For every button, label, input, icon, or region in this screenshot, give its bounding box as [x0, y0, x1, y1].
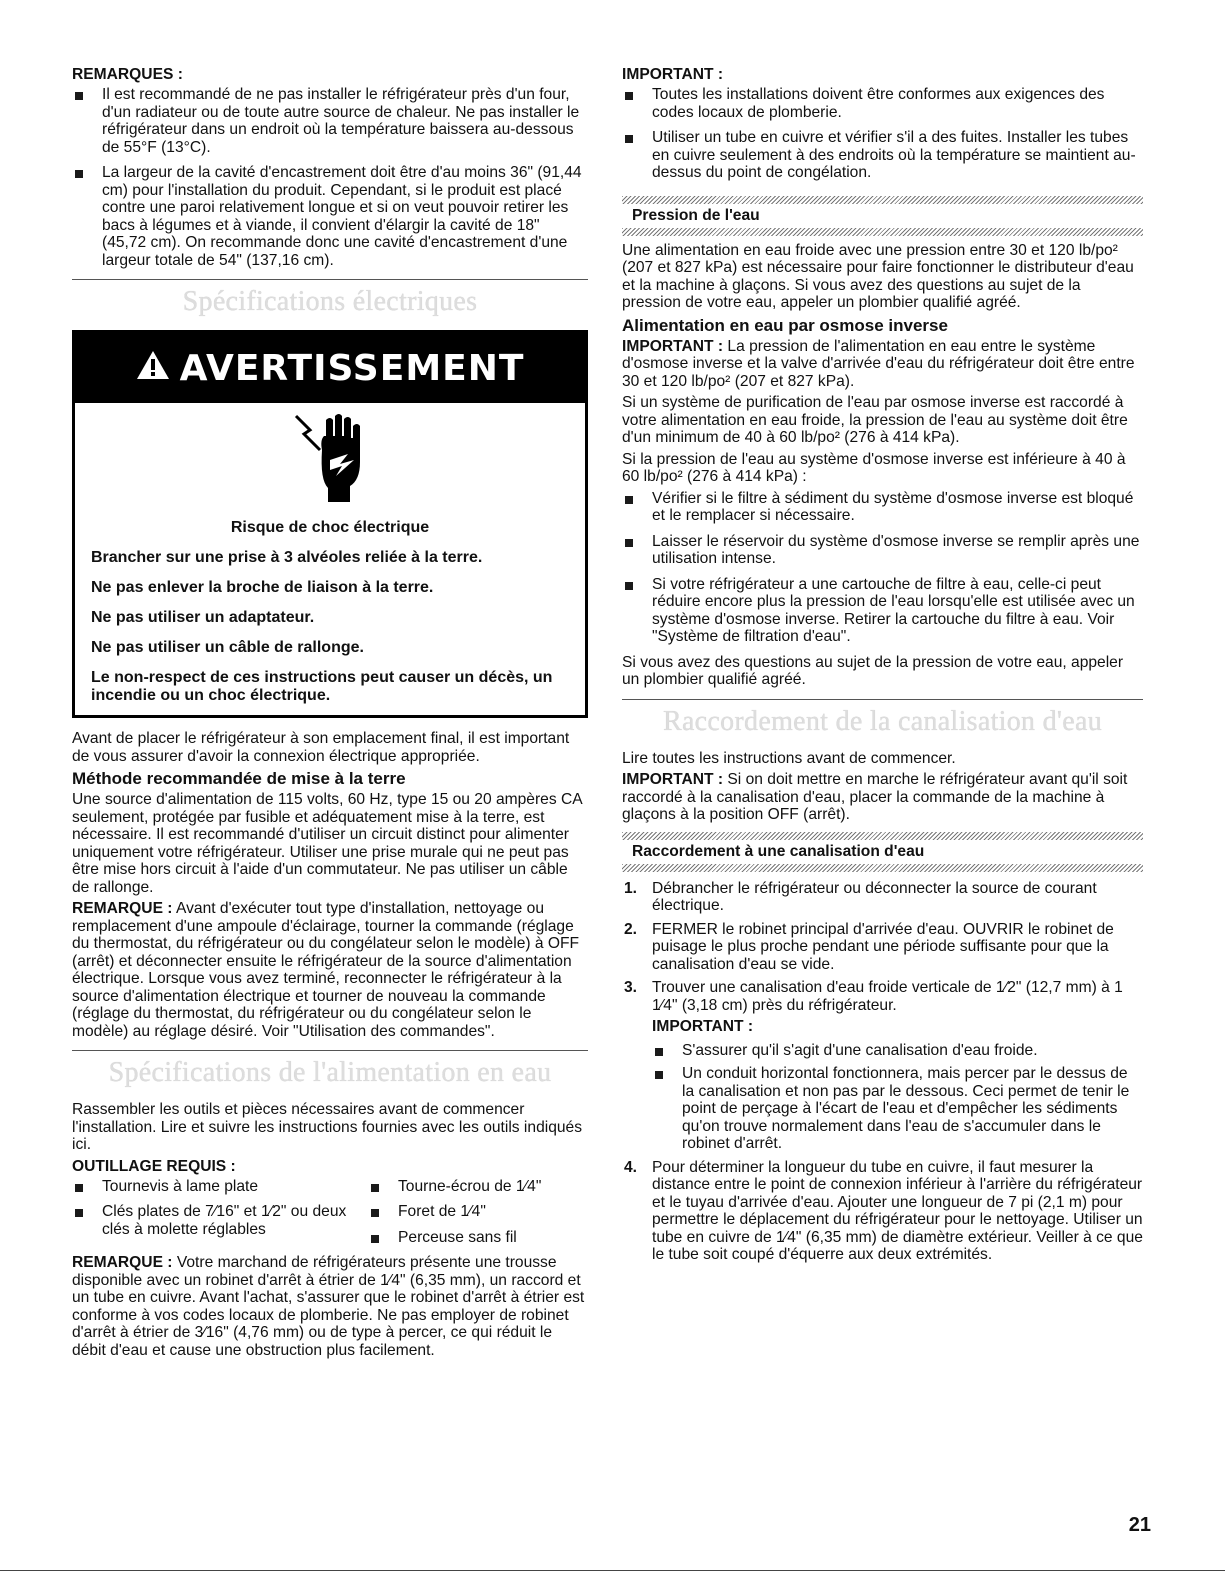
step-number: 4. — [624, 1158, 638, 1176]
list-item: Clés plates de 7⁄16" et 1⁄2" ou deux clés à molette réglables — [72, 1203, 368, 1238]
warning-triangle-icon — [136, 348, 170, 389]
osmosis-paragraph-3: Si la pression de l'eau au système d'osmose inverse est inférieure à 40 à 60 lb/po² (276 à 414 kPa) : — [622, 450, 1126, 485]
remarks-label: REMARQUES : — [72, 66, 183, 83]
step-number: 2. — [624, 920, 638, 938]
osmosis-important-text: La pression de l'alimentation en eau entre le système d'osmose inverse et la valve d'arrivée d'eau du réfrigérateur doit être entre 30 et 120 lb/po² (207 et 827 kPa). — [622, 337, 1135, 390]
water-intro: Rassembler les outils et pièces nécessaires avant de commencer l'installation. Lire et suivre les instructions fournies avec les outils indiqués ici. — [72, 1101, 583, 1153]
note-paragraph — [72, 900, 588, 1040]
list-item: Un conduit horizontal fonctionnera, mais percer par le dessus de la canalisation et non pas par le dessous. Ceci permet de tenir le point de perçage à l'écart de l'eau et d'empêcher les sédiments qu'on trouve normalement dans l'eau de s'accumuler dans le robinet d'arrêt. — [652, 1065, 1143, 1153]
connection-important-label: IMPORTANT : — [622, 771, 724, 788]
osmosis-important — [622, 338, 1143, 391]
connection-section-title: Raccordement de la canalisation d'eau — [662, 705, 1103, 737]
electrical-section-title: Spécifications électriques — [182, 286, 478, 317]
list-item: Tourne-écrou de 1⁄4" — [368, 1178, 588, 1196]
warning-box — [72, 330, 588, 718]
warning-line: Ne pas utiliser un câble de rallonge. — [91, 639, 364, 656]
connection-intro: Lire toutes les instructions avant de commencer. — [622, 749, 956, 767]
connection-heading: Raccordement à une canalisation d'eau — [632, 842, 925, 860]
osmosis-paragraph-2: Si un système de purification de l'eau par osmose inverse est raccordé à votre alimentation en eau froide, la pression de l'eau au système doit être d'un minimum de 40 à 60 lb/po² (276 à 414 kPa). — [622, 394, 1128, 446]
step3-important-label: IMPORTANT : — [652, 1018, 754, 1035]
hatch-rule — [622, 196, 1143, 204]
step-text: Débrancher le réfrigérateur ou déconnecter la source de courant électrique. — [652, 879, 1097, 914]
page-number: 21 — [1128, 1514, 1151, 1536]
divider — [72, 1050, 588, 1051]
tools-column-2 — [368, 1178, 588, 1255]
remarks-list — [72, 86, 588, 269]
list-item: La largeur de la cavité d'encastrement doit être d'au moins 36" (91,44 cm) pour l'installation du produit. Cependant, si le produit est placé contre une paroi relativement longue et si on veut pouvoir retirer les bacs à légumes et à viande, il convient d'élargir la cavité de 18" (45,72 cm). On recommande donc une cavité d'encastrement d'une largeur totale de 54" (137,16 cm). — [72, 164, 588, 269]
left-column — [72, 66, 588, 1363]
note-text: Avant d'exécuter tout type d'installation, nettoyage ou remplacement d'une ampoule d'éclairage, tourner la commande (réglage du thermostat, du réfrigérateur ou du congélateur selon le modèle) à OFF (arrêt) et déconnecter ensuite le réfrigérateur de la source d'alimentation électrique. Lorsque vous avez terminé, reconnecter le réfrigérateur à la source d'alimentation électrique et tourner de nouveau la commande (réglage du thermostat, du réfrigérateur ou du congélateur selon le modèle) au réglage désiré. Voir "Utilisation des commandes". — [72, 900, 580, 1040]
warning-title: Risque de choc électrique — [230, 519, 430, 536]
tools-list — [72, 1178, 588, 1255]
list-item: Toutes les installations doivent être conformes aux exigences des codes locaux de plomberie. — [622, 86, 1143, 121]
tools-column-1 — [72, 1178, 368, 1255]
note2-text: Votre marchand de réfrigérateurs présente une trousse disponible avec un robinet d'arrêt à étrier de 1⁄4" (6,35 mm), un raccord et un tube en cuivre. Avant l'achat, s'assurer que le robinet d'arrêt à étrier est conforme à vos codes locaux de plomberie. Ne pas employer de robinet d'arrêt à étrier de 3⁄16" (4,76 mm) ou de type à percer, ce qui réduit le débit d'eau et cause une obstruction plus facilement. — [72, 1254, 585, 1359]
divider — [622, 699, 1143, 700]
step-item — [622, 921, 1143, 974]
important-label: IMPORTANT : — [622, 66, 724, 83]
hatch-rule — [622, 228, 1143, 236]
steps-list — [622, 880, 1143, 1264]
warning-body — [75, 519, 585, 715]
note2-label: REMARQUE : — [72, 1254, 173, 1271]
step-text: FERMER le robinet principal d'arrivée d'eau. OUVRIR le robinet de puisage le plus proche pendant une période suffisante pour que la canalisation d'eau se vide. — [652, 920, 1114, 973]
important-list — [622, 86, 1143, 182]
step-item — [622, 1159, 1143, 1264]
note2-paragraph — [72, 1254, 588, 1359]
osmosis-list — [622, 490, 1143, 646]
list-item: Si votre réfrigérateur a une cartouche de filtre à eau, celle-ci peut réduire encore plus la pression de l'eau lorsqu'elle est utilisée avec un système d'osmose inverse. Retirer la cartouche du filtre à eau. Voir "Système de filtration d'eau". — [622, 576, 1143, 646]
tools-label: OUTILLAGE REQUIS : — [72, 1157, 236, 1175]
list-item: Vérifier si le filtre à sédiment du système d'osmose inverse est bloqué et le remplacer si nécessaire. — [622, 490, 1143, 525]
list-item: Laisser le réservoir du système d'osmose inverse se remplir après une utilisation intense. — [622, 533, 1143, 568]
step-item — [622, 880, 1143, 915]
osmosis-end: Si vous avez des questions au sujet de la pression de votre eau, appeler un plombier qualifié agréé. — [622, 653, 1124, 688]
warning-line: Ne pas utiliser un adaptateur. — [91, 609, 315, 626]
warning-line: Brancher sur une prise à 3 alvéoles reliée à la terre. — [91, 549, 483, 566]
hatch-rule — [622, 864, 1143, 872]
list-item: Il est recommandé de ne pas installer le réfrigérateur près d'un four, d'un radiateur ou de toute autre source de chaleur. Ne pas installer le réfrigérateur dans un endroit où la température baissera au-dessous de 55°F (13°C). — [72, 86, 588, 156]
list-item: Foret de 1⁄4" — [368, 1203, 588, 1221]
list-item: Perceuse sans fil — [368, 1229, 588, 1247]
electrical-intro: Avant de placer le réfrigérateur à son emplacement final, il est important de vous assurer d'avoir la connexion électrique appropriée. — [72, 730, 570, 765]
note-label: REMARQUE : — [72, 900, 173, 917]
osmosis-important-label: IMPORTANT : — [622, 337, 724, 355]
pressure-text: Une alimentation en eau froide avec une pression entre 30 et 120 lb/po² (207 et 827 kPa) est nécessaire pour faire fonctionner le distributeur d'eau et la machine à glaçons. Si vous avez des questions au sujet de la pression de votre eau, appeler un plombier qualifié agréé. — [622, 241, 1134, 311]
step3-list — [652, 1042, 1143, 1153]
step-number: 1. — [624, 879, 638, 897]
divider — [72, 279, 588, 280]
warning-header — [75, 333, 585, 403]
step-item — [622, 979, 1143, 1153]
list-item: Tournevis à lame plate — [72, 1178, 368, 1196]
grounding-title: Méthode recommandée de mise à la terre — [72, 769, 406, 788]
grounding-text: Une source d'alimentation de 115 volts, 60 Hz, type 15 ou 20 ampères CA seulement, protégée par fusible et adéquatement mise à la terre, est nécessaire. Il est recommandé d'utiliser un circuit distinct pour alimenter uniquement votre réfrigérateur. Utiliser une prise murale qui ne peut pas être mise hors circuit à l'aide d'un commutateur. Ne pas utiliser un câble de rallonge. — [72, 791, 582, 896]
connection-important-text: Si on doit mettre en marche le réfrigérateur avant qu'il soit raccordé à la canalisation d'eau, placer la commande de la machine à glaçons à la position OFF (arrêt). — [622, 771, 1128, 823]
water-section-title: Spécifications de l'alimentation en eau — [108, 1057, 552, 1088]
connection-important — [622, 771, 1143, 824]
bottom-divider — [0, 1570, 1225, 1571]
list-item: Utiliser un tube en cuivre et vérifier s'il a des fuites. Installer les tubes en cuivre seulement à des endroits où la température se maintient au-dessus du point de congélation. — [622, 129, 1143, 182]
electric-shock-hand-icon — [75, 403, 585, 513]
step-number: 3. — [624, 979, 638, 996]
step-text: Pour déterminer la longueur du tube en cuivre, il faut mesurer la distance entre le point de connexion inférieur à l'arrière du réfrigérateur et le tuyau d'arrivée d'eau. Ajouter une longueur de 7 pi (2,1 m) pour permettre le déplacement du réfrigérateur pour le nettoyage. Utiliser un tube en cuivre de 1⁄4" (6,35 mm) de diamètre extérieur. Veiller à ce que le tube soit coupé d'équerre aux deux extrémités. — [652, 1158, 1143, 1263]
pressure-heading: Pression de l'eau — [632, 206, 760, 224]
warning-header-text: AVERTISSEMENT — [179, 347, 525, 389]
osmosis-title: Alimentation en eau par osmose inverse — [622, 315, 948, 335]
hatch-rule — [622, 832, 1143, 840]
warning-line: Ne pas enlever la broche de liaison à la terre. — [91, 579, 434, 596]
right-column — [622, 66, 1143, 1270]
warning-line: Le non-respect de ces instructions peut causer un décès, un incendie ou un choc électrique. — [91, 669, 553, 704]
step-text: Trouver une canalisation d'eau froide verticale de 1⁄2" (12,7 mm) à 1 1⁄4" (3,18 cm) près du réfrigérateur. — [652, 979, 1123, 1014]
list-item: S'assurer qu'il s'agit d'une canalisation d'eau froide. — [652, 1042, 1143, 1060]
